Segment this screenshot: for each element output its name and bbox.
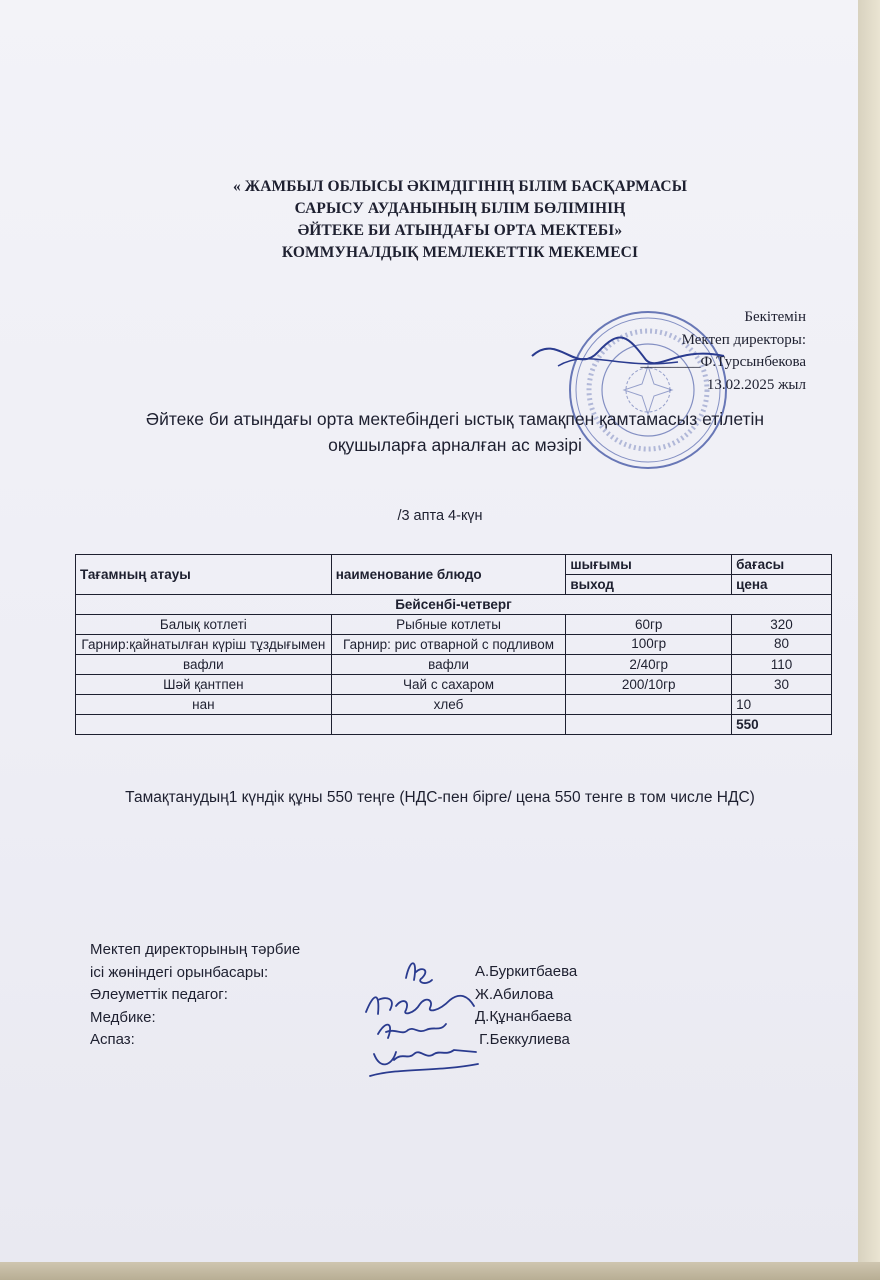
approval-line-1: Бекітемін (744, 309, 806, 325)
approval-block (641, 306, 806, 396)
day-label: Бейсенбі-четверг (76, 595, 832, 615)
dish-name-ru: Гарнир: рис отварной с подливом (331, 635, 566, 655)
dish-price: 10 (732, 695, 832, 715)
table-row (76, 635, 832, 655)
dish-price: 320 (732, 615, 832, 635)
dish-price: 80 (732, 635, 832, 655)
approval-date: 13.02.2025 жыл (706, 376, 806, 393)
role-cook: Аспаз: (90, 1031, 135, 1048)
dish-name-kz: нан (76, 695, 332, 715)
header-price-ru: цена (732, 575, 832, 595)
approval-line-3: ________Ф.Турсынбекова (640, 354, 806, 370)
name-nurse: Д.Құнанбаева (475, 1008, 572, 1025)
dish-price: 110 (732, 655, 832, 675)
signatory-names (475, 961, 577, 1051)
dish-yield: 200/10гр (566, 675, 732, 695)
total-row (76, 715, 832, 735)
dish-yield: 2/40гр (566, 655, 732, 675)
dish-name-kz: Гарнир:қайнатылған күріш тұздығымен (76, 635, 332, 655)
dish-name-ru: Чай с сахаром (331, 675, 566, 695)
signatory-roles (90, 939, 300, 1052)
table-row (76, 695, 832, 715)
total-price: 550 (732, 715, 832, 735)
header-name-kz: Тағамның атауы (76, 555, 332, 595)
organization-header (100, 176, 820, 264)
header-line-4: КОММУНАЛДЫҚ МЕМЛЕКЕТТІК МЕКЕМЕСІ (281, 244, 639, 261)
role-deputy-director-1: Мектеп директорының тәрбие (90, 941, 301, 958)
header-line-2: САРЫСУ АУДАНЫНЫҢ БІЛІМ БӨЛІМІНІҢ (294, 200, 626, 217)
dish-name-kz: Шәй қантпен (76, 675, 332, 695)
table-row (76, 615, 832, 635)
dish-name-kz: вафли (76, 655, 332, 675)
table-surface-edge (0, 1262, 880, 1280)
title-line-2: оқушыларға арналған ас мәзірі (328, 435, 582, 455)
dish-name-kz: Балық котлеті (76, 615, 332, 635)
dish-name-ru: Рыбные котлеты (331, 615, 566, 635)
name-cook: Г.Беккулиева (475, 1030, 570, 1048)
name-deputy-director: А.Буркитбаева (475, 963, 578, 980)
role-social-pedagogue: Әлеуметтік педагог: (90, 986, 228, 1003)
header-line-3: ӘЙТЕКЕ БИ АТЫНДАҒЫ ОРТА МЕКТЕБІ» (297, 222, 623, 239)
menu-table (75, 554, 832, 735)
day-row (76, 595, 832, 615)
daily-cost-note: Тамақтанудың1 күндік құны 550 теңге (НДС-пен бірге/ цена 550 тенге в том числе НДС) (125, 789, 755, 806)
approval-line-2: Мектеп директоры: (681, 331, 806, 348)
table-header-row (76, 555, 832, 575)
dish-name-ru: вафли (331, 655, 566, 675)
dish-yield (566, 695, 732, 715)
header-price-kz: бағасы (732, 555, 832, 575)
header-yield-ru: выход (566, 575, 732, 595)
table-row (76, 655, 832, 675)
header-yield-kz: шығымы (566, 555, 732, 575)
role-nurse: Медбике: (90, 1008, 156, 1026)
dish-yield: 100гр (566, 635, 732, 655)
header-line-1: « ЖАМБЫЛ ОБЛЫСЫ ӘКІМДІГІНІҢ БІЛІМ БАСҚАРМАСЫ (232, 178, 688, 195)
week-day-label: /3 апта 4-күн (397, 508, 483, 524)
title-line-1: Әйтеке би атындағы орта мектебіндегі ыстық тамақпен қамтамасыз етілетін (145, 409, 765, 429)
page-edge-shadow (858, 0, 880, 1280)
menu-title (60, 406, 850, 458)
table-row (76, 675, 832, 695)
dish-name-ru: хлеб (331, 695, 566, 715)
dish-price: 30 (732, 675, 832, 695)
dish-yield: 60гр (566, 615, 732, 635)
role-deputy-director-2: ісі жөніндегі орынбасары: (90, 963, 269, 981)
handwritten-signatures (356, 956, 482, 1086)
name-social-pedagogue: Ж.Абилова (475, 985, 554, 1003)
header-name-ru: наименование блюдо (331, 555, 566, 595)
